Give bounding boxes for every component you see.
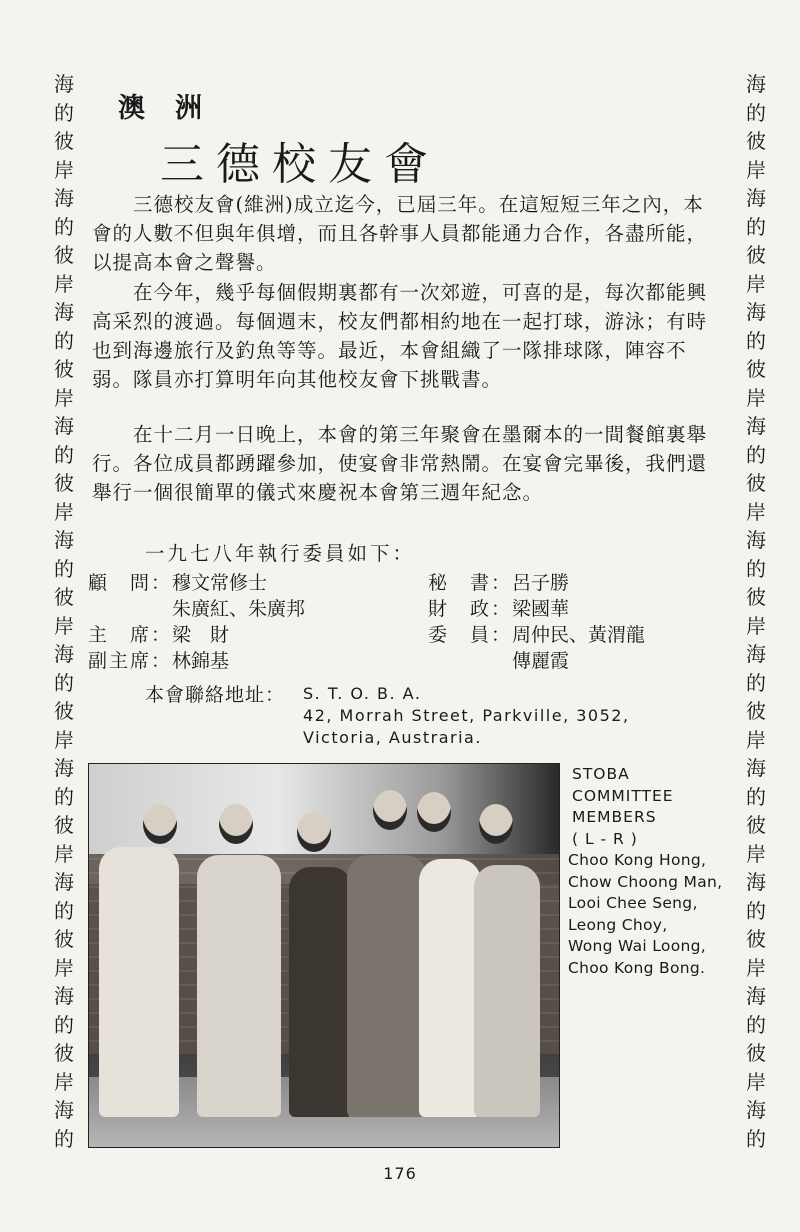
- side-char: 的: [54, 670, 74, 695]
- contact-label: 本會聯絡地址：: [145, 684, 286, 706]
- photo-person: [474, 865, 540, 1117]
- role-label: 財 政：: [428, 598, 513, 620]
- photo-person: [347, 855, 427, 1117]
- role-label: 副主席：: [88, 650, 173, 672]
- side-char: 岸: [54, 1069, 74, 1094]
- caption-heading-line: STOBA: [572, 765, 630, 783]
- committee-heading: 一九七八年執行委員如下：: [145, 542, 416, 565]
- paragraph-1: 三德校友會(維洲)成立迄今，已屆三年。在這短短三年之內，本會的人數不但與年俱增，而且各幹事人員都能通力合作，各盡所能，以提高本會之聲譽。: [92, 193, 708, 274]
- group-photo: [88, 763, 560, 1148]
- role-advisor: [88, 570, 305, 622]
- role-members: [428, 622, 645, 674]
- side-char: 彼: [746, 243, 766, 267]
- side-char: 的: [746, 1012, 766, 1037]
- photo-caption: [568, 764, 722, 979]
- side-char: 海: [746, 756, 766, 780]
- side-char: 的: [746, 100, 766, 125]
- photo-person: [99, 847, 179, 1117]
- side-char: 岸: [54, 385, 74, 410]
- role-names: [172, 570, 305, 622]
- side-char: 海: [54, 756, 74, 780]
- side-char: 岸: [746, 157, 766, 182]
- side-char: 的: [746, 898, 766, 923]
- role-label: 顧 問：: [88, 572, 173, 594]
- side-char: 的: [746, 328, 766, 353]
- role-vice-chairman: [88, 648, 229, 674]
- side-char: 海: [746, 72, 766, 96]
- side-char: 海: [54, 642, 74, 666]
- side-char: 海: [746, 186, 766, 210]
- side-char: 的: [54, 442, 74, 467]
- role-label: 委 員：: [428, 624, 513, 646]
- role-chairman: [88, 622, 229, 648]
- side-char: 的: [746, 670, 766, 695]
- side-char: 彼: [746, 813, 766, 837]
- side-char: 彼: [54, 129, 74, 153]
- side-char: 彼: [54, 1041, 74, 1065]
- side-char: 岸: [746, 613, 766, 638]
- vice-chairman-name: 林錦基: [172, 650, 230, 672]
- side-column-left: [44, 70, 84, 1153]
- side-char: 的: [54, 214, 74, 239]
- side-char: 海: [54, 1098, 74, 1122]
- side-char: 彼: [54, 357, 74, 381]
- caption-name: Wong Wai Loong,: [568, 937, 706, 955]
- caption-name: Choo Kong Hong,: [568, 851, 707, 869]
- side-char: 彼: [746, 129, 766, 153]
- side-char: 的: [54, 100, 74, 125]
- address-block: [303, 683, 630, 749]
- side-char: 的: [746, 556, 766, 581]
- member-name-2: 傳麗霞: [512, 650, 570, 672]
- side-char: 彼: [746, 1041, 766, 1065]
- side-column-right: [736, 70, 776, 1153]
- caption-heading-line: MEMBERS: [572, 808, 657, 826]
- side-char: 的: [54, 1126, 74, 1151]
- side-char: 海: [54, 300, 74, 324]
- side-char: 的: [54, 556, 74, 581]
- side-char: 岸: [54, 727, 74, 752]
- side-char: 岸: [54, 499, 74, 524]
- treasurer-name: 梁國華: [512, 598, 570, 620]
- side-char: 彼: [54, 813, 74, 837]
- side-char: 岸: [746, 499, 766, 524]
- role-label: 秘 書：: [428, 572, 513, 594]
- side-char: 岸: [54, 841, 74, 866]
- secretary-name: 呂子勝: [512, 572, 570, 594]
- paragraph-3: 在十二月一日晚上，本會的第三年聚會在墨爾本的一間餐館裏舉行。各位成員都踴躍參加，使宴會非常熱鬧。在宴會完畢後，我們還舉行一個很簡單的儀式來慶祝本會第三週年紀念。: [92, 423, 708, 504]
- region-heading: 澳洲: [118, 93, 232, 124]
- side-char: 岸: [746, 841, 766, 866]
- side-char: 的: [54, 328, 74, 353]
- caption-name: Choo Kong Bong.: [568, 958, 706, 977]
- member-name-1: 周仲民、黃渭龍: [512, 624, 646, 646]
- side-char: 海: [54, 984, 74, 1008]
- address-line-1: S. T. O. B. A.: [303, 684, 422, 703]
- side-char: 海: [746, 984, 766, 1008]
- side-char: 岸: [746, 727, 766, 752]
- side-char: 岸: [746, 1069, 766, 1094]
- photo-person: [197, 855, 281, 1117]
- side-char: 海: [746, 1098, 766, 1122]
- side-char: 的: [746, 784, 766, 809]
- side-char: 海: [54, 870, 74, 894]
- side-char: 的: [746, 214, 766, 239]
- advisor-name-1: 穆文常修士: [172, 572, 268, 594]
- side-char: 彼: [746, 357, 766, 381]
- side-char: 岸: [54, 157, 74, 182]
- side-char: 岸: [54, 613, 74, 638]
- side-char: 岸: [746, 385, 766, 410]
- side-char: 彼: [54, 699, 74, 723]
- role-secretary: [428, 570, 569, 596]
- side-char: 彼: [746, 471, 766, 495]
- photo-head: [479, 804, 513, 844]
- page-number: 176: [383, 1164, 417, 1183]
- photo-head: [417, 792, 451, 832]
- side-char: 的: [746, 1126, 766, 1151]
- side-char: 彼: [54, 243, 74, 267]
- side-char: 的: [54, 898, 74, 923]
- side-char: 岸: [54, 955, 74, 980]
- photo-head: [219, 804, 253, 844]
- caption-names: [568, 850, 722, 979]
- side-char: 彼: [746, 699, 766, 723]
- paragraph-2: 在今年，幾乎每個假期裏都有一次郊遊，可喜的是，每次都能興高采烈的渡過。每個週末，校友們都相約地在一起打球，游泳；有時也到海邊旅行及釣魚等等。最近，本會組織了一隊排球隊，陣容不弱。隊員亦打算明年向其他校友會下挑戰書。: [92, 281, 708, 391]
- photo-head: [373, 790, 407, 830]
- side-char: 的: [54, 784, 74, 809]
- caption-name: Looi Chee Seng,: [568, 894, 698, 912]
- role-label: 主 席：: [88, 624, 173, 646]
- photo-person: [419, 859, 481, 1117]
- side-char: 海: [54, 414, 74, 438]
- side-char: 岸: [746, 955, 766, 980]
- caption-name: Chow Choong Man,: [568, 872, 723, 891]
- side-char: 海: [54, 72, 74, 96]
- side-char: 的: [54, 1012, 74, 1037]
- side-char: 彼: [54, 471, 74, 495]
- side-char: 彼: [746, 927, 766, 951]
- side-char: 海: [54, 186, 74, 210]
- photo-person: [289, 867, 353, 1117]
- side-char: 岸: [54, 271, 74, 296]
- side-char: 彼: [746, 585, 766, 609]
- side-char: 彼: [54, 585, 74, 609]
- role-names: [512, 622, 645, 674]
- role-treasurer: [428, 596, 569, 622]
- contact-address: [145, 683, 630, 749]
- chairman-name: 梁 財: [172, 624, 230, 646]
- address-line-2: 42, Morrah Street, Parkville, 3052,: [303, 706, 630, 725]
- photo-head: [143, 804, 177, 844]
- caption-heading-line: ( L - R ): [572, 829, 638, 848]
- advisor-name-2: 朱廣紅、朱廣邦: [172, 598, 306, 620]
- address-line-3: Victoria, Austraria.: [303, 728, 482, 747]
- page-title: 三德校友會: [160, 139, 440, 190]
- caption-name: Leong Choy,: [568, 915, 668, 934]
- caption-heading-line: COMMITTEE: [572, 786, 674, 805]
- side-char: 海: [746, 870, 766, 894]
- side-char: 岸: [746, 271, 766, 296]
- side-char: 海: [746, 528, 766, 552]
- side-char: 海: [746, 642, 766, 666]
- photo-head: [297, 812, 331, 852]
- side-char: 海: [746, 300, 766, 324]
- caption-heading: [572, 764, 722, 850]
- side-char: 彼: [54, 927, 74, 951]
- side-char: 海: [54, 528, 74, 552]
- side-char: 海: [746, 414, 766, 438]
- side-char: 的: [746, 442, 766, 467]
